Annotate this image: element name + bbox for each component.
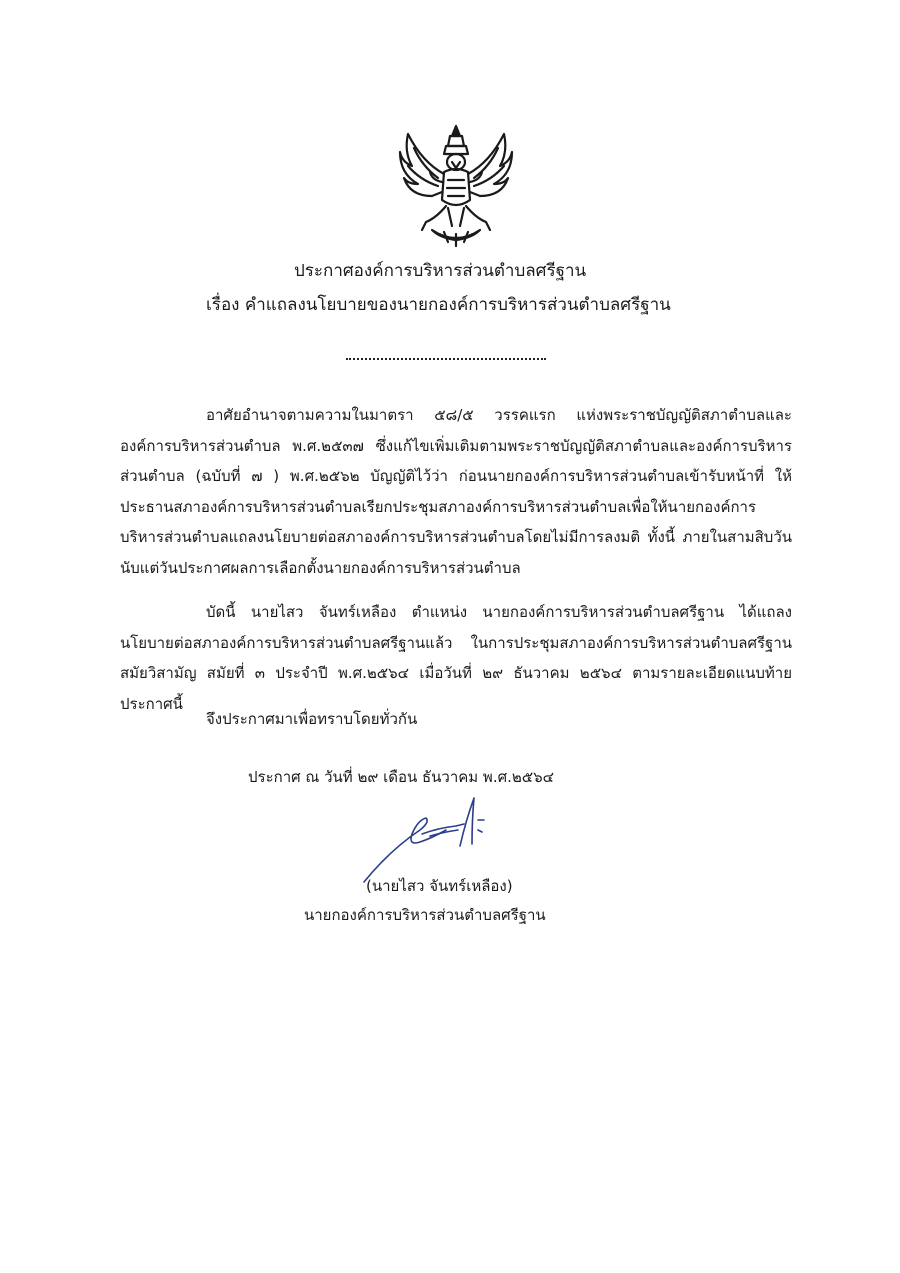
dotted-divider: [346, 356, 546, 360]
garuda-emblem-icon: [392, 122, 520, 250]
closing-statement: จึงประกาศมาเพื่อทราบโดยทั่วกัน: [206, 710, 418, 728]
announcement-subject: เรื่อง คำแถลงนโยบายของนายกองค์การบริหารส่วนตำบลศรีฐาน: [206, 295, 671, 315]
announcement-title: ประกาศองค์การบริหารส่วนตำบลศรีฐาน: [294, 261, 587, 281]
body-paragraph-2: บัดนี้ นายไสว จันทร์เหลือง ตำแหน่ง นายกองค์การบริหารส่วนตำบลศรีฐาน ได้แถลงนโยบายต่อสภาองค์การบริหารส่วนตำบลศรีฐานแล้ว ในการประชุมสภาองค์การบริหารส่วนตำบลศรีฐาน สมัยวิสามัญ สมัยที่ ๓ ประจำปี พ.ศ.๒๕๖๔ เมื่อวันที่ ๒๙ ธันวาคม ๒๕๖๔ ตามรายละเอียดแนบท้ายประกาศนี้: [120, 603, 792, 713]
signer-position: นายกองค์การบริหารส่วนตำบลศรีฐาน: [304, 906, 546, 924]
signer-name: (นายไสว จันทร์เหลือง): [366, 877, 513, 895]
body-paragraph-1: อาศัยอำนาจตามความในมาตรา ๕๘/๕ วรรคแรก แห่งพระราชบัญญัติสภาตำบลและองค์การบริหารส่วนตำบล พ.ศ.๒๕๓๗ ซึ่งแก้ไขเพิ่มเติมตามพระราชบัญญัติสภาตำบลและองค์การบริหารส่วนตำบล (ฉบับที่ ๗ ) พ.ศ.๒๕๖๒ บัญญัติไว้ว่า ก่อนนายกองค์การบริหารส่วนตำบลเข้ารับหน้าที่ ให้ประธานสภาองค์การบริหารส่วนตำบลเรียกประชุมสภาองค์การบริหารส่วนตำบลเพื่อให้นายกองค์การบริหารส่วนตำบลแถลงนโยบายต่อสภาองค์การบริหารส่วนตำบลโดยไม่มีการลงมติ ทั้งนี้ ภายในสามสิบวันนับแต่วันประกาศผลการเลือกตั้งนายกองค์การบริหารส่วนตำบล: [120, 406, 792, 577]
announcement-date: ประกาศ ณ วันที่ ๒๙ เดือน ธันวาคม พ.ศ.๒๕๖๔: [248, 768, 554, 786]
